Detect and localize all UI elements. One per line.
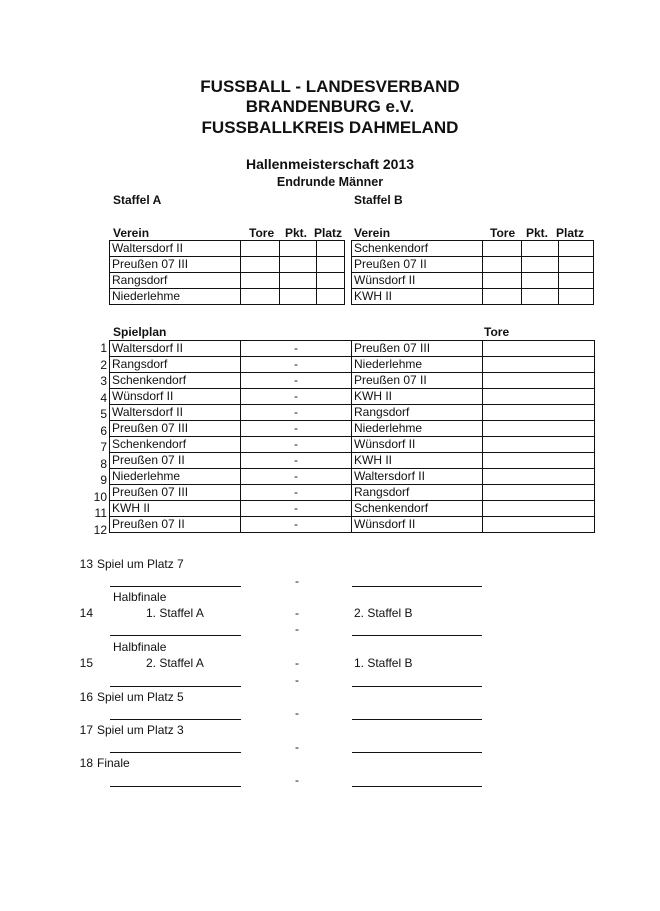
match-number: 16 xyxy=(79,690,93,704)
place-cell[interactable] xyxy=(317,241,345,257)
goals-cell[interactable] xyxy=(241,289,280,305)
home-team: Preußen 07 II xyxy=(110,453,241,469)
group-a-pkt-header: Pkt. xyxy=(285,226,308,240)
match-13-label: Spiel um Platz 7 xyxy=(97,557,184,571)
goals-cell[interactable] xyxy=(483,341,595,357)
match-separator: - xyxy=(241,453,352,469)
match-14-title: Halbfinale xyxy=(113,590,167,604)
match-16-home-line[interactable] xyxy=(110,719,241,720)
match-separator: - xyxy=(295,606,299,620)
home-team: Waltersdorf II xyxy=(110,341,241,357)
match-separator: - xyxy=(241,341,352,357)
match-number: 1 xyxy=(100,341,107,355)
points-cell[interactable] xyxy=(280,273,317,289)
table-row xyxy=(352,289,594,305)
away-team: Niederlehme xyxy=(352,421,483,437)
group-a-platz-header: Platz xyxy=(314,226,343,240)
match-15-away-line[interactable] xyxy=(352,686,482,687)
team-name: Schenkendorf xyxy=(352,241,483,257)
away-team: Niederlehme xyxy=(352,357,483,373)
federation-region: BRANDENBURG e.V. xyxy=(245,97,415,116)
table-row xyxy=(110,273,345,289)
table-row xyxy=(110,373,595,389)
table-row xyxy=(352,241,594,257)
match-separator: - xyxy=(241,421,352,437)
home-team: Schenkendorf xyxy=(110,373,241,389)
goals-cell[interactable] xyxy=(483,469,595,485)
match-number: 3 xyxy=(100,374,107,388)
goals-cell[interactable] xyxy=(241,241,280,257)
match-separator: - xyxy=(295,740,299,754)
match-separator: - xyxy=(241,517,352,533)
match-separator: - xyxy=(241,469,352,485)
match-separator: - xyxy=(295,773,299,787)
match-separator: - xyxy=(241,501,352,517)
team-name: Preußen 07 III xyxy=(110,257,241,273)
match-16-away-line[interactable] xyxy=(352,719,482,720)
home-team: KWH II xyxy=(110,501,241,517)
table-row xyxy=(110,469,595,485)
match-separator: - xyxy=(241,357,352,373)
goals-cell[interactable] xyxy=(483,241,522,257)
away-team: Wünsdorf II xyxy=(352,437,483,453)
points-cell[interactable] xyxy=(522,273,559,289)
match-separator: - xyxy=(241,373,352,389)
group-a-label: Staffel A xyxy=(113,193,162,207)
match-17-away-line[interactable] xyxy=(352,752,482,753)
away-team: Wünsdorf II xyxy=(352,517,483,533)
points-cell[interactable] xyxy=(280,257,317,273)
goals-cell[interactable] xyxy=(483,485,595,501)
away-team: Rangsdorf xyxy=(352,405,483,421)
goals-cell[interactable] xyxy=(483,289,522,305)
match-number: 11 xyxy=(94,506,107,520)
district-name: FUSSBALLKREIS DAHMELAND xyxy=(201,118,459,137)
team-name: Niederlehme xyxy=(110,289,241,305)
schedule-table xyxy=(109,340,595,533)
group-a-standings xyxy=(109,240,345,305)
match-13-home-line[interactable] xyxy=(110,586,241,587)
place-cell[interactable] xyxy=(559,257,594,273)
match-15-home-line[interactable] xyxy=(110,686,241,687)
points-cell[interactable] xyxy=(522,257,559,273)
group-b-standings xyxy=(351,240,594,305)
match-separator: - xyxy=(295,574,299,588)
table-row xyxy=(352,257,594,273)
match-17-home-line[interactable] xyxy=(110,752,241,753)
match-separator: - xyxy=(241,405,352,421)
match-number: 8 xyxy=(100,456,107,471)
match-number: 9 xyxy=(100,473,107,487)
home-team: Schenkendorf xyxy=(110,437,241,453)
place-cell[interactable] xyxy=(317,257,345,273)
home-team: Preußen 07 III xyxy=(110,421,241,437)
home-team: Preußen 07 III xyxy=(110,485,241,501)
match-number: 4 xyxy=(100,390,107,405)
match-number: 15 xyxy=(79,656,93,670)
match-14-home: 1. Staffel A xyxy=(146,606,204,620)
points-cell[interactable] xyxy=(280,289,317,305)
goals-cell[interactable] xyxy=(483,437,595,453)
match-number: 7 xyxy=(100,440,107,454)
goals-cell[interactable] xyxy=(483,421,595,437)
match-15-title: Halbfinale xyxy=(113,640,167,654)
goals-cell[interactable] xyxy=(483,517,595,533)
group-b-verein-header: Verein xyxy=(354,226,391,240)
table-row xyxy=(110,405,595,421)
event-title: Hallenmeisterschaft 2013 xyxy=(245,156,415,172)
group-a-verein-header: Verein xyxy=(113,226,150,240)
match-14-away-line[interactable] xyxy=(352,635,482,636)
match-number: 10 xyxy=(93,489,107,504)
match-number: 5 xyxy=(100,407,107,421)
match-16-label: Spiel um Platz 5 xyxy=(97,690,184,704)
match-separator: - xyxy=(295,622,299,636)
home-team: Rangsdorf xyxy=(110,357,241,373)
match-18-away-line[interactable] xyxy=(352,786,482,787)
table-row xyxy=(110,421,595,437)
match-separator: - xyxy=(241,437,352,453)
match-separator: - xyxy=(241,485,352,501)
match-number: 2 xyxy=(100,357,107,372)
team-name: Wünsdorf II xyxy=(352,273,483,289)
table-row xyxy=(110,501,595,517)
place-cell[interactable] xyxy=(317,289,345,305)
match-13-away-line[interactable] xyxy=(352,586,482,587)
home-team: Preußen 07 II xyxy=(110,517,241,533)
group-b-pkt-header: Pkt. xyxy=(526,226,549,240)
goals-cell[interactable] xyxy=(483,257,522,273)
goals-cell[interactable] xyxy=(483,405,595,421)
away-team: Rangsdorf xyxy=(352,485,483,501)
points-cell[interactable] xyxy=(280,241,317,257)
goals-cell[interactable] xyxy=(483,373,595,389)
table-row xyxy=(110,241,345,257)
match-number: 6 xyxy=(100,423,107,438)
match-15-away: 1. Staffel B xyxy=(354,656,413,670)
match-separator: - xyxy=(295,706,299,720)
match-18-label: Finale xyxy=(97,756,130,770)
away-team: KWH II xyxy=(352,453,483,469)
away-team: Schenkendorf xyxy=(352,501,483,517)
goals-cell[interactable] xyxy=(483,357,595,373)
group-b-platz-header: Platz xyxy=(556,226,585,240)
points-cell[interactable] xyxy=(522,289,559,305)
schedule-label: Spielplan xyxy=(113,325,167,339)
table-row xyxy=(110,357,595,373)
home-team: Waltersdorf II xyxy=(110,405,241,421)
away-team: Waltersdorf II xyxy=(352,469,483,485)
table-row xyxy=(352,273,594,289)
away-team: Preußen 07 II xyxy=(352,373,483,389)
team-name: Waltersdorf II xyxy=(110,241,241,257)
match-15-home: 2. Staffel A xyxy=(146,656,204,670)
match-number: 13 xyxy=(79,557,93,571)
match-number: 18 xyxy=(79,756,93,770)
table-row xyxy=(110,257,345,273)
goals-cell[interactable] xyxy=(241,273,280,289)
table-row xyxy=(110,341,595,357)
table-row xyxy=(110,517,595,533)
table-row xyxy=(110,453,595,469)
place-cell[interactable] xyxy=(559,289,594,305)
goals-cell[interactable] xyxy=(241,257,280,273)
table-row xyxy=(110,289,345,305)
federation-name: FUSSBALL - LANDESVERBAND xyxy=(200,77,460,96)
away-team: Preußen 07 III xyxy=(352,341,483,357)
match-separator: - xyxy=(295,673,299,687)
table-row xyxy=(110,389,595,405)
match-18-home-line[interactable] xyxy=(110,786,241,787)
schedule-goals-header: Tore xyxy=(484,325,510,339)
goals-cell[interactable] xyxy=(483,273,522,289)
team-name: Preußen 07 II xyxy=(352,257,483,273)
away-team: KWH II xyxy=(352,389,483,405)
place-cell[interactable] xyxy=(559,273,594,289)
event-subtitle: Endrunde Männer xyxy=(276,175,384,189)
table-row xyxy=(110,437,595,453)
place-cell[interactable] xyxy=(317,273,345,289)
group-a-tore-header: Tore xyxy=(249,226,275,240)
home-team: Niederlehme xyxy=(110,469,241,485)
match-separator: - xyxy=(241,389,352,405)
match-17-label: Spiel um Platz 3 xyxy=(97,723,184,737)
goals-cell[interactable] xyxy=(483,389,595,405)
match-14-home-line[interactable] xyxy=(110,635,241,636)
home-team: Wünsdorf II xyxy=(110,389,241,405)
match-number: 12 xyxy=(93,522,107,537)
match-number: 14 xyxy=(79,606,93,620)
place-cell[interactable] xyxy=(559,241,594,257)
match-separator: - xyxy=(295,656,299,670)
match-14-away: 2. Staffel B xyxy=(354,606,413,620)
team-name: KWH II xyxy=(352,289,483,305)
table-row xyxy=(110,485,595,501)
group-b-tore-header: Tore xyxy=(490,226,516,240)
points-cell[interactable] xyxy=(522,241,559,257)
group-b-label: Staffel B xyxy=(354,193,403,207)
goals-cell[interactable] xyxy=(483,501,595,517)
team-name: Rangsdorf xyxy=(110,273,241,289)
match-number: 17 xyxy=(79,723,93,737)
goals-cell[interactable] xyxy=(483,453,595,469)
